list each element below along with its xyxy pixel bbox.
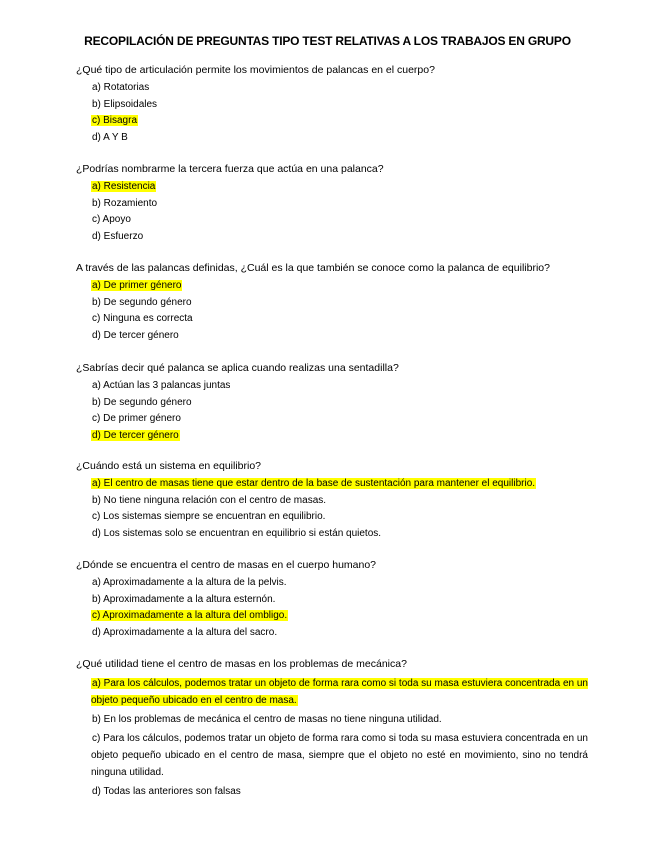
question-4 bbox=[76, 362, 586, 445]
option-d bbox=[76, 329, 586, 342]
option-text: b) Rozamiento bbox=[92, 197, 158, 209]
option-text: b) Elipsoidales bbox=[92, 98, 158, 110]
option-c bbox=[76, 510, 586, 523]
option-text: c) Apoyo bbox=[92, 214, 131, 226]
option-d bbox=[76, 131, 586, 144]
option-c bbox=[76, 412, 586, 425]
option-text: a) Aproximadamente a la altura de la pelvis. bbox=[92, 577, 287, 588]
option-list bbox=[76, 81, 586, 144]
option-a-correct bbox=[76, 675, 588, 709]
option-c bbox=[76, 213, 586, 226]
option-b bbox=[76, 494, 586, 507]
option-text: d) Los sistemas solo se encuentran en equilibrio si están quietos. bbox=[92, 527, 382, 539]
question-3 bbox=[76, 262, 586, 345]
question-5 bbox=[76, 460, 586, 543]
question-text: A través de las palancas definidas, ¿Cuál es la que también se conoce como la palanca de equilibrio? bbox=[76, 262, 550, 274]
option-text: a) Para los cálculos, podemos tratar un objeto de forma rara como si toda su masa estuviera concentrada en un objeto pequeño ubicado en el centro de masa. bbox=[91, 678, 588, 706]
question-text: ¿Qué tipo de articulación permite los movimientos de palancas en el cuerpo? bbox=[76, 64, 435, 76]
option-a bbox=[76, 576, 586, 589]
option-b bbox=[76, 296, 586, 309]
option-list bbox=[76, 180, 586, 243]
option-a-correct bbox=[76, 279, 586, 292]
option-text: c) Aproximadamente a la altura del ombligo. bbox=[92, 610, 288, 622]
option-c bbox=[76, 312, 586, 325]
option-text: a) Actúan las 3 palancas juntas bbox=[92, 380, 231, 391]
option-text: b) De segundo género bbox=[92, 296, 192, 308]
option-list bbox=[76, 279, 586, 342]
option-b bbox=[76, 98, 586, 111]
option-c bbox=[76, 730, 588, 781]
option-d-correct bbox=[76, 429, 586, 442]
option-text: a) Resistencia bbox=[92, 181, 156, 192]
option-text: b) Aproximadamente a la altura esternón. bbox=[92, 593, 276, 605]
option-b bbox=[76, 593, 586, 606]
option-d bbox=[76, 785, 586, 798]
option-text: d) Todas las anteriores son falsas bbox=[92, 785, 241, 797]
option-text: c) Los sistemas siempre se encuentran en equilibrio. bbox=[92, 511, 326, 523]
question-6 bbox=[76, 559, 586, 642]
option-text: a) Rotatorias bbox=[92, 82, 150, 93]
option-text: b) De segundo género bbox=[92, 396, 192, 408]
option-text: b) No tiene ninguna relación con el centro de masas. bbox=[92, 494, 327, 506]
page-title: RECOPILACIÓN DE PREGUNTAS TIPO TEST RELATIVAS A LOS TRABAJOS EN GRUPO bbox=[84, 34, 571, 48]
option-d bbox=[76, 626, 586, 639]
option-a bbox=[76, 81, 586, 94]
option-text: c) Para los cálculos, podemos tratar un objeto de forma rara como si toda su masa estuviera concentrada en un objeto pequeño ubicado en el centro de masa, siempre que el objeto no esté en movimiento, sino no tendrá ninguna utilidad. bbox=[91, 732, 588, 778]
option-b bbox=[76, 713, 586, 726]
question-text: ¿Dónde se encuentra el centro de masas en el cuerpo humano? bbox=[76, 559, 377, 571]
option-text: d) A Y B bbox=[92, 131, 128, 143]
option-b bbox=[76, 396, 586, 409]
question-1 bbox=[76, 64, 586, 147]
question-text: ¿Podrías nombrarme la tercera fuerza que actúa en una palanca? bbox=[76, 163, 384, 175]
option-text: a) El centro de masas tiene que estar dentro de la base de sustentación para mantener el equilibrio. bbox=[92, 478, 536, 489]
option-text: b) En los problemas de mecánica el centro de masas no tiene ninguna utilidad. bbox=[92, 714, 442, 725]
option-text: d) Aproximadamente a la altura del sacro. bbox=[92, 626, 278, 638]
option-b bbox=[76, 197, 586, 210]
question-text: ¿Qué utilidad tiene el centro de masas en los problemas de mecánica? bbox=[76, 658, 407, 670]
question-text: ¿Sabrías decir qué palanca se aplica cuando realizas una sentadilla? bbox=[76, 362, 399, 374]
option-text: d) De tercer género bbox=[92, 329, 179, 341]
option-text: c) Ninguna es correcta bbox=[92, 313, 193, 325]
question-text: ¿Cuándo está un sistema en equilibrio? bbox=[76, 460, 262, 472]
option-c-correct bbox=[76, 114, 586, 127]
option-a-correct bbox=[76, 477, 586, 490]
option-c-correct bbox=[76, 609, 586, 622]
option-list bbox=[76, 675, 586, 798]
option-list bbox=[76, 477, 586, 540]
question-7 bbox=[76, 658, 586, 801]
option-d bbox=[76, 527, 586, 540]
option-list bbox=[76, 576, 586, 639]
question-2 bbox=[76, 163, 586, 246]
option-text: c) Bisagra bbox=[92, 115, 138, 127]
option-text: c) De primer género bbox=[92, 413, 181, 425]
option-list bbox=[76, 379, 586, 442]
option-text: d) De tercer género bbox=[92, 429, 179, 441]
option-text: a) De primer género bbox=[92, 280, 182, 291]
option-a bbox=[76, 379, 586, 392]
option-d bbox=[76, 230, 586, 243]
option-a-correct bbox=[76, 180, 586, 193]
option-text: d) Esfuerzo bbox=[92, 230, 144, 242]
